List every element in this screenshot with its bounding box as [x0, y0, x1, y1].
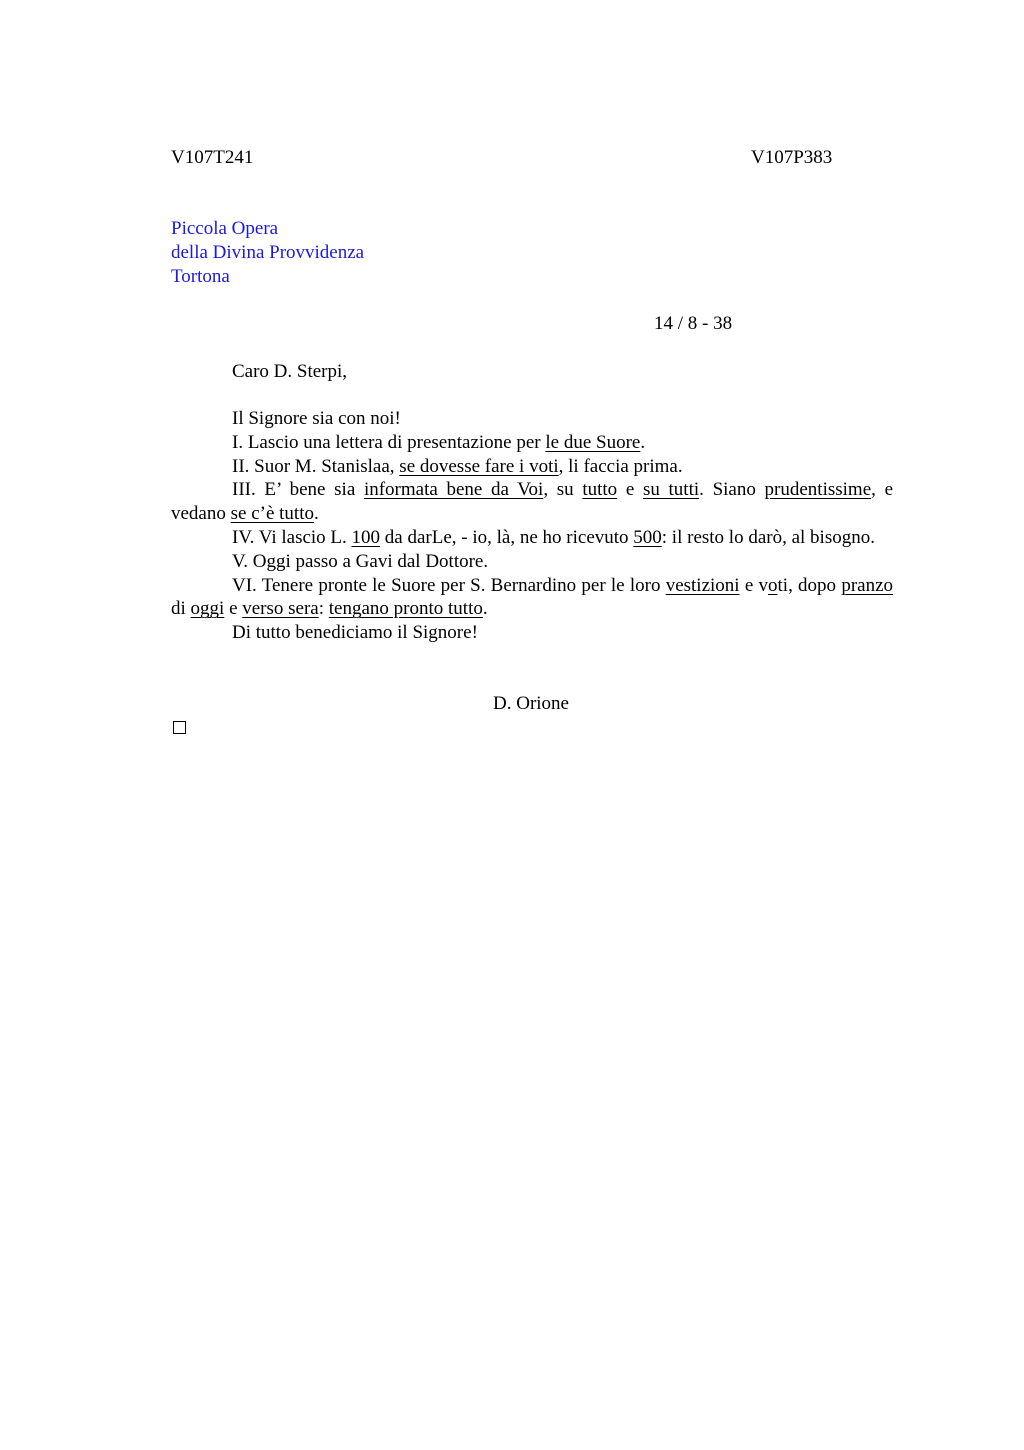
text-run: , e vedano [171, 479, 893, 525]
greeting: Caro D. Sterpi, [232, 361, 348, 382]
letterhead-line-3: Tortona [171, 266, 230, 287]
paragraph-item-5 [171, 550, 893, 574]
paragraph-item-4 [171, 526, 893, 550]
text-run: . [640, 431, 646, 453]
text-run: . Siano [699, 479, 765, 501]
underlined-text: 500 [633, 526, 662, 548]
underlined-text: vestizioni [665, 574, 740, 596]
underlined-text: tengano pronto tutto [328, 598, 483, 620]
text-run: di [171, 598, 191, 620]
text-run: III. E’ bene sia [232, 479, 364, 501]
text-run: . [313, 503, 319, 525]
underlined-text: informata bene da Voi [363, 479, 544, 501]
paragraph-item-2 [171, 455, 893, 479]
text-run: da darLe, - io, là, ne ho ricevuto [380, 526, 634, 548]
letter-body [171, 407, 893, 645]
paragraph-item-1 [171, 431, 893, 455]
paragraph-item-6 [171, 574, 893, 622]
paragraph-opening [171, 407, 893, 431]
text-run: , li faccia prima. [558, 455, 683, 477]
underlined-text: prudentissime [764, 479, 872, 501]
text-run: II. Suor M. Stanislaa, [232, 455, 400, 477]
text-run: : [318, 598, 329, 620]
empty-square-icon [173, 721, 186, 734]
underlined-text: o [768, 574, 778, 596]
underlined-text: 100 [351, 526, 381, 548]
letter-date: 14 / 8 - 38 [654, 313, 733, 334]
text-run: e [224, 598, 243, 620]
letterhead [171, 217, 364, 289]
text-run: I. Lascio una lettera di presentazione per [232, 431, 546, 453]
text-run: VI. Tenere pronte le Suore per S. Bernardino per le loro [232, 574, 666, 596]
text-run: Il Signore sia con noi! [232, 408, 401, 429]
underlined-text: oggi [190, 598, 225, 620]
underlined-text: pranzo [841, 574, 894, 596]
underlined-text: se dovesse fare i voti [399, 455, 559, 477]
text-run: IV. Vi lascio L. [232, 526, 352, 548]
letterhead-line-2: della Divina Provvidenza [171, 242, 365, 263]
document-code-right: V107P383 [751, 147, 833, 168]
document-code-left: V107T241 [171, 147, 254, 168]
underlined-text: su tutti [642, 479, 700, 501]
signature: D. Orione [493, 693, 569, 714]
paragraph-item-3 [171, 478, 893, 526]
text-run: ti, dopo [777, 574, 842, 596]
text-run: : il resto lo darò, al bisogno. [661, 526, 875, 548]
paragraph-closing [171, 621, 893, 645]
text-run: e v [739, 574, 769, 596]
underlined-text: tutto [582, 479, 618, 501]
underlined-text: verso sera [242, 598, 319, 620]
text-run: . [482, 598, 488, 620]
text-run: , su [543, 479, 583, 501]
text-run: Di tutto benediciamo il Signore! [232, 622, 478, 644]
underlined-text: le due Suore [545, 431, 641, 453]
text-run: V. Oggi passo a Gavi dal Dottore. [232, 550, 489, 572]
letterhead-line-1: Piccola Opera [171, 218, 279, 239]
underlined-text: se c’è tutto [230, 503, 314, 525]
text-run: e [617, 479, 643, 501]
